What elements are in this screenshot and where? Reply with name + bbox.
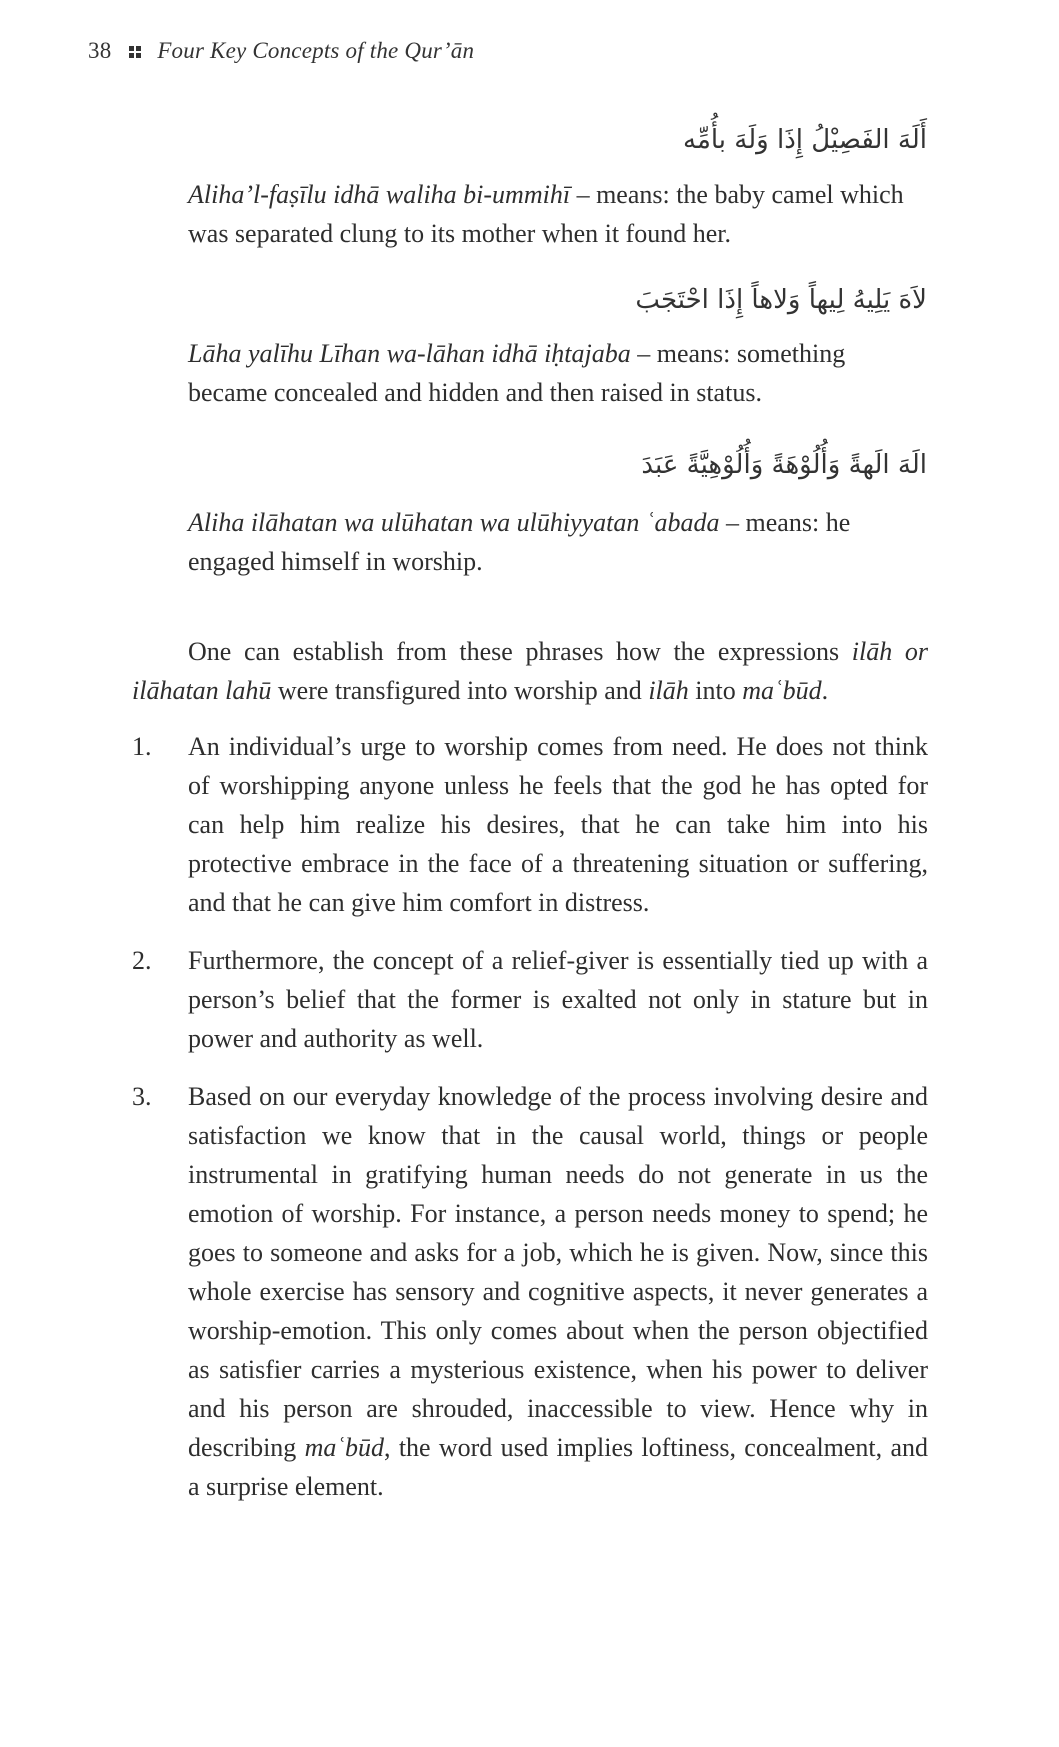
term-ilah-ilahatan: ilāh or ilāhatan lahū: [132, 637, 928, 705]
arabic-phrase-3: الَهَ الَهةً وَأُلُوْهَةً وَأُلُوْهِيَّةً عَبَدَ: [641, 450, 927, 480]
transliteration-2: Lāha yalīhu Līhan wa-lāhan idhā iḥtajaba: [188, 339, 631, 368]
arabic-phrase-1: أَلَهَ الفَصِيْلُ إِذَا وَلَهَ بأُمِّه: [683, 125, 927, 155]
definition-3: [188, 503, 928, 581]
dash-separator: –: [719, 508, 746, 537]
term-mabud: maʿbūd: [304, 1433, 385, 1462]
arabic-phrase-2: لاَهَ يَلِيهُ لِيهاً وَلاهاً إِذَا احْتَجَبَ: [635, 285, 927, 315]
list-text: An individual’s urge to worship comes from need. He does not think of worshipping anyone unless he feels that the god he has opted for can help him realize his desires, that he can take him into his protective embrace in the face of a threatening situation or suffering, and that he can give him comfort in distress.: [188, 732, 928, 917]
running-head: [88, 38, 474, 64]
definition-2: [188, 334, 928, 412]
list-number: 2.: [132, 946, 152, 975]
dash-separator: –: [570, 180, 597, 209]
list-item-1: [132, 727, 928, 922]
book-title: Four Key Concepts of the Qur’ān: [157, 38, 475, 63]
term-mabud: maʿbūd: [742, 676, 822, 705]
list-item-2: [132, 941, 928, 1058]
meaning-1: means: the baby camel which was separated clung to its mother when it found her.: [188, 180, 904, 248]
transliteration-3: Aliha ilāhatan wa ulūhatan wa ulūhiyyatan ʿabada: [188, 508, 720, 537]
list-item-3: [132, 1077, 928, 1506]
definition-1: [188, 175, 928, 253]
term-ilah: ilāh: [648, 676, 689, 705]
list-text: Based on our everyday knowledge of the process involving desire and satisfaction we know that in the causal world, things or people instrumental in gratifying human needs do not generate in us the emotion of worship. For instance, a person needs money to spend; he goes to someone and asks for a job, which he is given. Now, since this whole exercise has sensory and cognitive aspects, it never generates a worship-emotion. This only comes about when the person objectified as satisfier carries a mysterious existence, when his power to deliver and his person are shrouded, inaccessible to view. Hence why in describing maʿbūd, the word used implies loftiness, concealment, and a surprise element.: [188, 1082, 928, 1501]
list-text: Furthermore, the concept of a relief-giver is essentially tied up with a person’s belief that the former is exalted not only in stature but in power and authority as well.: [188, 946, 928, 1053]
transliteration-1: Aliha’l-faṣīlu idhā waliha bi-ummihī: [188, 180, 571, 209]
four-squares-ornament-icon: [129, 46, 141, 58]
body-paragraph: One can establish from these phrases how the expressions ilāh or ilāhatan lahū were transfigured into worship and ilāh into maʿbūd.: [132, 637, 928, 705]
meaning-3: means: he engaged himself in worship.: [188, 508, 851, 576]
page-number: 38: [88, 38, 112, 63]
dash-separator: –: [630, 339, 657, 368]
list-number: 3.: [132, 1082, 152, 1111]
meaning-2: means: something became concealed and hidden and then raised in status.: [188, 339, 846, 407]
list-number: 1.: [132, 732, 152, 761]
